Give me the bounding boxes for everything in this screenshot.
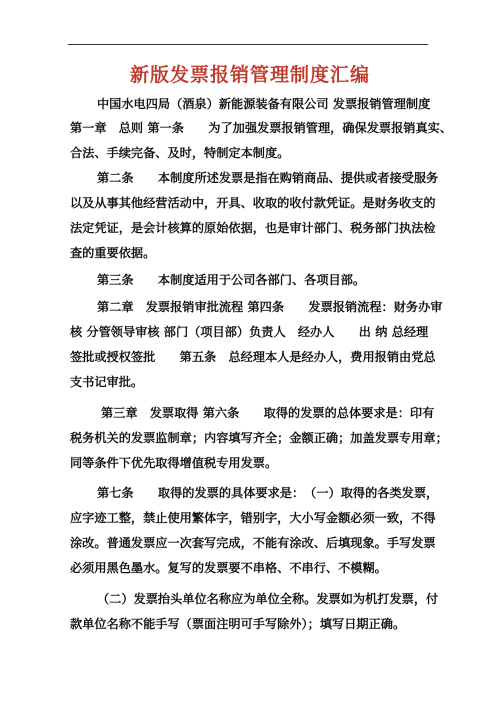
paragraph-line: 必须用黑色墨水。复写的发票要不串格、不串行、不模糊。 (70, 561, 387, 575)
paragraph-line: 第二条 本制度所述发票是指在购销商品、提供或者接受服务 (97, 171, 439, 185)
paragraph-line: 支书记审批。 (70, 375, 144, 389)
paragraph-line: 第一章 总则 第一条 为了加强发票报销管理，确保发票报销真实、 (70, 121, 453, 135)
paragraph-line: 第三条 本制度适用于公司各部门、各项目部。 (97, 273, 366, 287)
paragraph-line: 中国水电四局（酒泉）新能源装备有限公司 发票报销管理制度 (97, 97, 431, 111)
paragraph-line: 应字迹工整，禁止使用繁体字，错别字，大小写金额必须一致，不得 (70, 511, 436, 525)
paragraph-line: 合法、手续完备、及时，特制定本制度。 (70, 146, 290, 160)
paragraph-line: 税务机关的发票监制章；内容填写齐全；金额正确；加盖发票专用章； (70, 431, 448, 445)
document-title: 新版发票报销管理制度汇编 (129, 64, 370, 86)
paragraph-line: 第七条 取得的发票的具体要求是： （一）取得的各类发票， (97, 486, 439, 500)
paragraph-line: 款单位名称不能手写（票面注明可手写除外）；填写日期正确。 (70, 617, 406, 631)
paragraph-line: 以及从事其他经营活动中，开具、收取的收付款凭证。是财务收支的 (70, 196, 436, 210)
paragraph-line: 同等条件下优先取得增值税专用发票。 (70, 456, 278, 470)
paragraph-line: 第二章 发票报销审批流程 第四条 发票报销流程：财务办审 (97, 300, 443, 314)
paragraph-line: 核 分管领导审核 部门（项目部）负责人 经办人 出 纳 总经理 (70, 325, 429, 339)
paragraph-line: 涂改。普通发票应一次套写完成，不能有涂改、后填现象。手写发票 (70, 536, 436, 550)
header-rule (68, 44, 428, 45)
paragraph-line: 查的重要依据。 (70, 246, 156, 260)
paragraph-line: 法定凭证，是会计核算的原始依据，也是审计部门、税务部门执法检 (70, 221, 436, 235)
paragraph-line: （二）发票抬头单位名称应为单位全称。发票如为机打发票，付 (97, 592, 439, 606)
paragraph-line: 第三章 发票取得 第六条 取得的发票的总体要求是：印有 (101, 406, 435, 420)
paragraph-line: 签批或授权签批 第五条 总经理本人是经办人，费用报销由党总 (70, 350, 436, 364)
